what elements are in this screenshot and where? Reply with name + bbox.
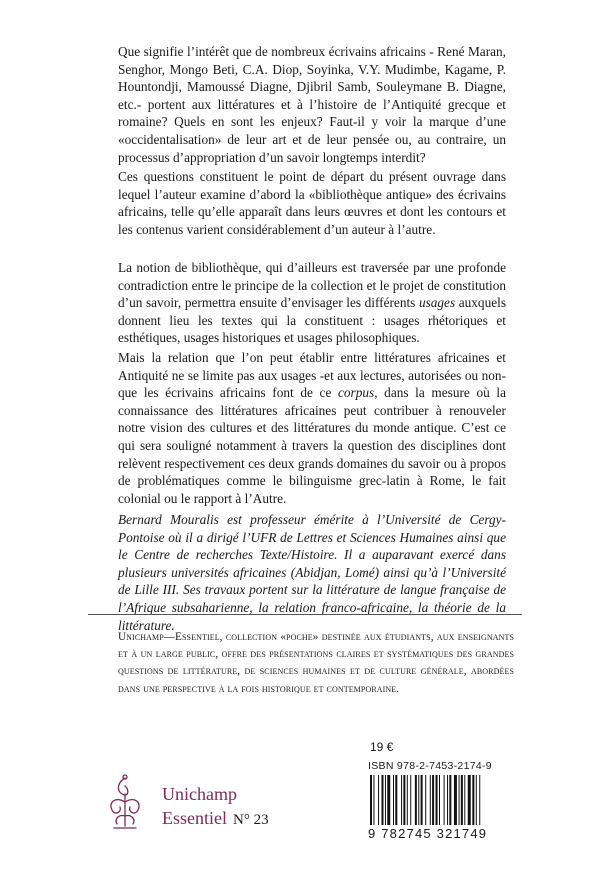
- brand-line-1: Unichamp: [162, 784, 237, 804]
- collection-brand: [162, 782, 269, 832]
- isbn: ISBN 978-2-7453-2174-9: [368, 760, 492, 772]
- relation-paragraph: Mais la relation que l’on peut établir entre littératures africaines et Antiquité ne se limite pas aux usages -et aux lectures, autorisées ou non- que les écrivains africains font de ce corpus, dans la mesure où la connaissance des littératures africaines peut contribuer à renouveler notre vision des cultures et des littératures du monde antique. C’est ce qui sera souligné notamment à travers la question des disciplines dont relèvent respectivement ces deux grands domaines du savoir ou à propos de problématiques comme le bilinguisme grec-latin à Rome, le fait colonial ou le rapport à l’Autre.: [118, 350, 506, 506]
- bibliotheque-paragraph: La notion de bibliothèque, qui d’ailleurs est traversée par une profonde contradiction entre le principe de la collection et le projet de constitution d’un savoir, permettra ensuite d’envisager les différents usages auxquels donnent lieu les textes qui la constituent : usages rhétoriques et esthétiques, usages historiques et usages philosophiques.: [118, 260, 507, 346]
- publisher-ornament-icon: [100, 772, 150, 834]
- intro-paragraph: Que signifie l’intérêt que de nombreux écrivains africains - René Maran, Senghor, Mongo Beti, C.A. Diop, Soyinka, V.Y. Mudimbe, Kagame, P. Hountondji, Mamoussé Diagne, Djibril Samb, Souleymane B. Diagne, etc.- portent aux littératures et à l’histoire de l’Antiquité grecque et romaine? Quels en sont les enjeux? Faut-il y voir la marque d’une «occidentalisation» de leur art et de leur pensée ou, au contraire, un processus d’appropriation d’un savoir longtemps interdit?: [118, 44, 506, 165]
- collection-number: N° 23: [233, 812, 269, 828]
- author-bio: Bernard Mouralis est professeur émérite à l’Université de Cergy-Pontoise où il a dirigé l’UFR de Lettres et Sciences Humaines ainsi que le Centre de recherches Texte/Histoire. Il a auparavant exercé dans plusieurs universités africaines (Abidjan, Lomé) ainsi qu’à l’Université de Lille III. Ses travaux portent sur la littérature de langue française de l’Afrique subsaharienne, la relation franco-africaine, la théorie de la littérature.: [118, 512, 506, 633]
- barcode: [368, 775, 518, 825]
- price: 19 €: [370, 740, 394, 754]
- barcode-number: 9 782745 321749: [368, 826, 488, 841]
- divider: [88, 614, 522, 615]
- corpus-emphasis: corpus: [338, 385, 375, 401]
- questions-paragraph: Ces questions constituent le point de départ du présent ouvrage dans lequel l’auteur examine d’abord la «bibliothèque antique» des écrivains africains, telle qu’elle apparaît dans leurs œuvres et dont les contours et les contenus varient considérablement d’un auteur à l’autre.: [118, 169, 506, 237]
- brand-line-2: Essentiel: [162, 808, 227, 828]
- collection-note: Unichamp—Essentiel, collection «poche» destinée aux étudiants, aux enseignants et à un large public, offre des présentations claires et systématiques des grandes questions de littérature, de sciences humaines et de culture générale, abordées dans une perspective à la fois historique et contemporaine.: [118, 631, 514, 695]
- usages-emphasis: usages: [418, 295, 456, 311]
